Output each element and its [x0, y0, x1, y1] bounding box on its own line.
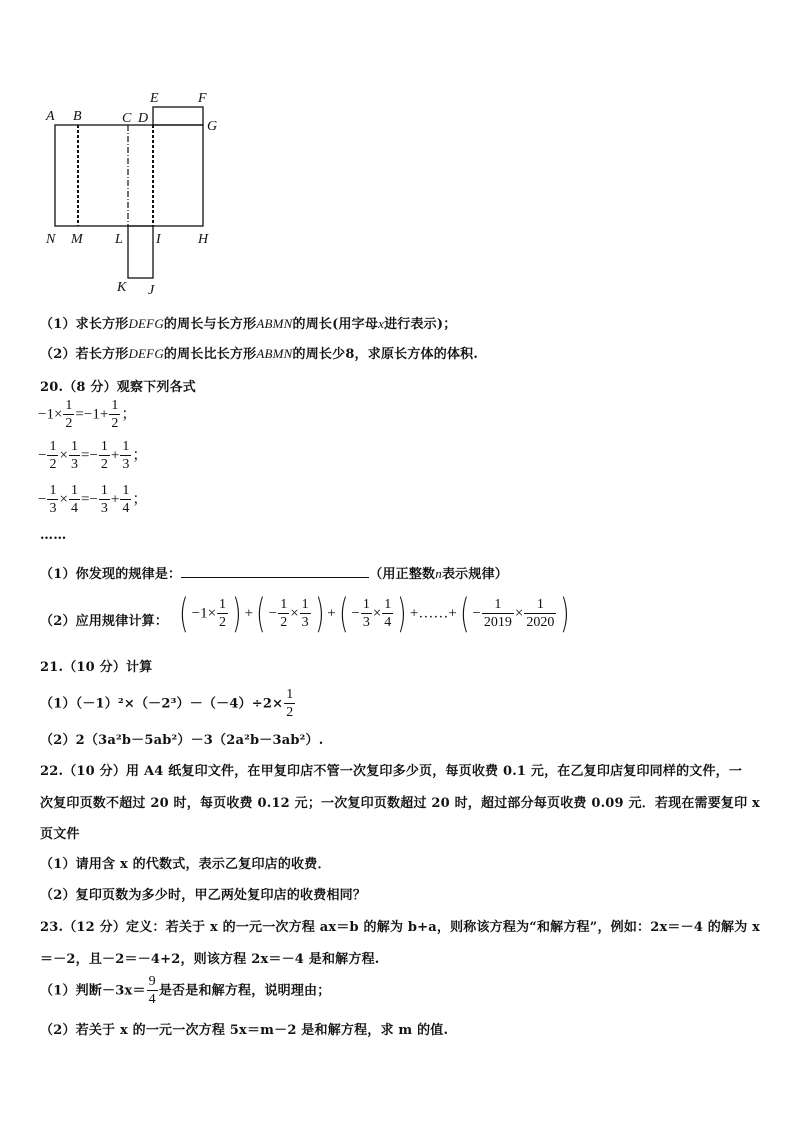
label-b: B [73, 109, 82, 124]
net-figure [40, 86, 240, 296]
q23-line1: 23.（12 分）定义：若关于 x 的一元一次方程 ax＝b 的解为 b+a，则称该方程为“和解方程”，例如：2x＝－4 的解为 x [40, 920, 761, 935]
label-g: G [207, 119, 218, 134]
q20-part1 [40, 563, 508, 582]
q19-part1 [40, 313, 456, 332]
label-m: M [71, 232, 83, 247]
q19-p1-mid: 的周长与长方形 [163, 317, 257, 332]
q21-header: 21.（10 分）计算 [40, 660, 153, 675]
q22-part1: （1）请用含 x 的代数式，表示乙复印店的收费． [40, 857, 331, 872]
q19-p2-mid: 的周长比长方形 [163, 347, 257, 362]
q20-p1-label: （1）你发现的规律是： [40, 567, 182, 582]
q21-part1 [40, 688, 296, 720]
q21-p1-fraction: $\frac{1}{2}$ [286, 687, 294, 720]
q19-p1-prefix: （1）求长方形 [40, 317, 129, 332]
q20-part2-label: （2）应用规律计算： [40, 614, 169, 629]
q20-formula-3: − $\frac{1}{3}$ × $\frac{1}{4}$ =− $\frac{1}{3}$ + $\frac{1}{4}$ ； [38, 483, 148, 516]
q21-part2: （2）2（3a²b－5ab²）－3（2a²b－3ab²）. [40, 733, 324, 748]
label-h: H [198, 232, 209, 247]
q23-p1-a: （1）判断－3x＝ [40, 983, 146, 999]
q23-part2: （2）若关于 x 的一元一次方程 5x＝m－2 是和解方程，求 m 的值. [40, 1023, 449, 1038]
q19-p1-suffix1: 的周长(用字母 [292, 317, 379, 332]
q23-p1-fraction: $\frac{9}{4}$ [148, 974, 156, 1007]
label-i: I [156, 232, 161, 247]
q20-formula-2: − $\frac{1}{2}$ × $\frac{1}{3}$ =− $\frac{1}{2}$ + $\frac{1}{3}$ ； [38, 439, 148, 472]
q23-line2: ＝－2，且－2＝－4+2，则该方程 2x＝－4 是和解方程. [40, 952, 380, 967]
q19-p2-prefix: （2）若长方形 [40, 347, 129, 362]
answer-blank[interactable] [181, 565, 369, 578]
q23-p1-b: 是否是和解方程，说明理由； [158, 983, 331, 999]
q19-p1-var: x [378, 316, 385, 331]
q21-p1-text: （1）（－1）²×（－2³）－（－4）÷2× [40, 696, 284, 712]
q19-part2 [40, 343, 478, 362]
q20-p1-hint-var: n [435, 566, 442, 581]
q20-part2-expression: ( −1× $\frac{1}{2}$ ) +( − $\frac{1}{2}$ × $\frac{1}{3}$ ) +( − $\frac{1}{3}$ × $\frac{1}{4}$ ) +……+( − $\frac{1}{2019}$ × $\frac{1}{2020}$ ) [179, 591, 570, 637]
q22-line1: 22.（10 分）用 A4 纸复印文件，在甲复印店不管一次复印多少页，每页收费 0.1 元，在乙复印店复印同样的文件，一 [40, 764, 743, 779]
q19-p1-suffix2: 进行表示)； [384, 317, 457, 332]
q23-part1 [40, 975, 330, 1007]
q22-part2: （2）复印页数为多少时，甲乙两处复印店的收费相同？ [40, 888, 367, 903]
label-k: K [117, 280, 127, 295]
q19-p2-rect1: DEFG [128, 346, 164, 361]
q22-line2: 次复印页数不超过 20 时，每页收费 0.12 元；一次复印页数超过 20 时，超过部分每页收费 0.09 元．若现在需要复印 x [40, 796, 760, 811]
q19-p1-rect2: ABMN [256, 316, 293, 331]
label-e: E [150, 91, 159, 106]
q20-p1-hint-a: （用正整数 [369, 567, 436, 582]
label-a: A [46, 109, 55, 124]
q19-p1-rect1: DEFG [128, 316, 164, 331]
label-l: L [115, 232, 123, 247]
label-j: J [148, 283, 155, 296]
top-rectangle [153, 107, 203, 125]
bottom-rectangle [128, 226, 153, 278]
q20-header: 20.（8 分）观察下列各式 [40, 380, 196, 395]
q19-p2-rect2: ABMN [256, 346, 293, 361]
label-n: N [46, 232, 56, 247]
q19-p2-suffix: 的周长少8，求原长方体的体积. [292, 347, 479, 362]
label-d: D [138, 111, 149, 126]
label-f: F [198, 91, 207, 106]
q20-formula-1: −1× $\frac{1}{2}$ =−1+ $\frac{1}{2}$ ； [38, 398, 137, 431]
q22-line3: 页文件 [40, 827, 80, 842]
label-c: C [122, 111, 132, 126]
q20-p1-hint-b: 表示规律） [441, 567, 508, 582]
q20-ellipsis: …… [40, 528, 67, 543]
